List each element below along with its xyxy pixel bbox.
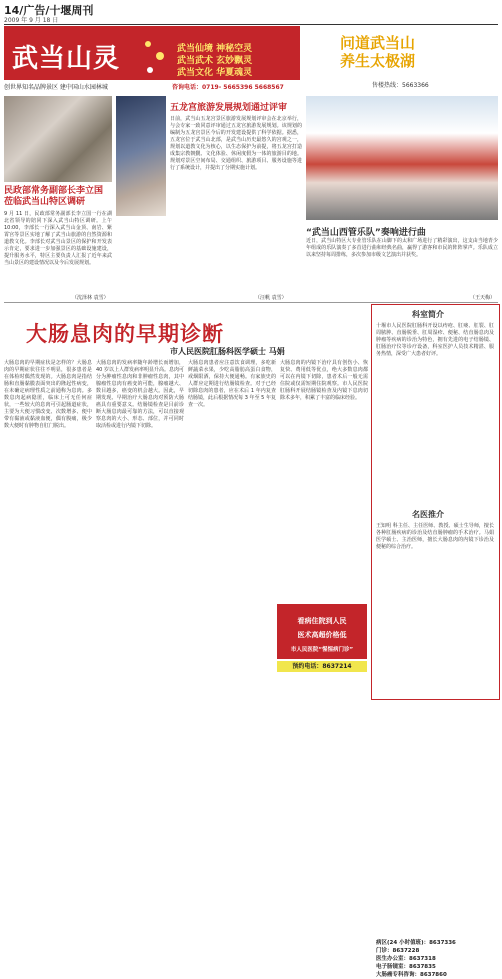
article-1-body: 9 月 11 日，民政部常务副部长李立国一行在湖北省领导的陪同下深入武当山特区调研。上午 10:00，李部长一行深入武当山金顶、南岩、紫霄宫等景区实地了解了武当山旅游的自然资源和道教文化。李部长对武当山景区的保护和开发表示肯定，要求进一步加强景区的基础设施建设，提升服务水平，特区主要负责人汇报了近年来武当山景区的建设情况以及今后发展规划。 (4, 211, 112, 266)
contact-endoscopy: 电子肠镜室：8637835 (376, 964, 436, 970)
feature-column-2: 大肠息肉的发病率随年龄增长而增加，40 岁以上人群发病率明显升高。息肉可分为肿瘤性息肉和非肿瘤性息肉，其中腺瘤性息肉有癌变的可能，腺瘤越大、数目越多，癌变的机会越大。因此，早期发现、早期治疗大肠息肉对预防大肠癌具有重要意义。结肠镜检查是目前诊断大肠息肉最可靠的方法，可以直接观察息肉的大小、形态、部位，并可同时取活检或进行内镜下切除。 (96, 360, 184, 429)
hospital-ad (277, 604, 367, 659)
banner-tagline: 创世界知名品牌景区 建中国山水园林城 (4, 84, 108, 91)
ad-line-3: 市人民医院“惺惺病门诊” (290, 647, 354, 653)
article-1-headline: 民政部常务副部长李立国 莅临武当山特区调研 (4, 186, 104, 207)
ad-line-1: 看病住院到人民 (297, 617, 347, 625)
article-3-headline: “武当山西管乐队”奏响进行曲 (306, 228, 426, 238)
article-2-body: 日前，武当山五龙宫景区旅游发展规划评审会在北京举行，与会专家一致同意评审通过五龙宫旅游发展规划。该规划的编制为五龙宫景区今后的开发建设提供了科学依据。据悉，五龙宫位于武当山北部，是武当山历史最悠久的宫观之一，规划以道教文化为核心，以生态保护为前提，将五龙宫打造成集宗教朝觐、文化体验、休闲度假为一体的旅游目的地。规划对景区空间布局、交通组织、旅游项目、服务设施等进行了系统设计，并提出了分期实施计划。 (170, 116, 302, 171)
sidebar-body-1: 十堰市人民医院肛肠科开设以痔疮、肛瘘、肛裂、肛周脓肿、直肠脱垂、肛周湿疹、便秘、结直肠息肉及肿瘤等疾病的诊治为特色，拥有先进的电子结肠镜、肛肠治疗仪等诊疗设备，科室医护人员技术精湛、服务热情，深受广大患者好评。 (376, 323, 494, 357)
ad-line-2: 医术高超价格低 (297, 631, 347, 639)
ad-phone: 预约电话：8637214 (277, 661, 367, 672)
feature-column-1: 大肠息肉的早期症状是怎样的？大肠息肉的早期症状往往不明显，很多患者是在体检时偶然发现的。大肠息肉是指结肠和直肠黏膜表面突出的隆起性病变，在未确定病理性质之前通称为息肉。多数息肉起病隐匿，临床上可无任何症状，一些较大的息肉可引起肠道症状，主要为大便习惯改变、次数增多、便中带有黏液或黏液血便，偶有腹痛，极少数大便时有肿物自肛门脱出。 (4, 360, 92, 429)
real-estate-title: 问道武当山 养生太极湖 (340, 34, 416, 70)
article-1-signature: （沈泽林 袁雪） (72, 295, 109, 301)
contact-ward: 病区(24 小时值班)：8637336 (376, 940, 456, 946)
contact-cancer: 大肠癌专科咨询：8637860 (376, 972, 447, 978)
article-3-body: 近日，武当山特区大专业管乐队在山脚下的太和广场进行了精彩演出，这支由当地青少年组成的乐队演奏了多首进行曲和经典名曲，赢得了游客和市民的阵阵掌声。乐队成立以来坚持每周排练，多次参加市级文艺演出并获奖。 (306, 238, 498, 258)
page-label: 14/广告/十堰周刊 (4, 4, 94, 17)
photo-officials-visit (4, 96, 112, 182)
article-3-signature: （王天梅） (470, 295, 496, 301)
feature-byline: 市人民医院肛肠科医学硕士 马娟 (170, 347, 285, 356)
sidebar-title-2: 名医推介 (412, 510, 444, 519)
feature-title: 大肠息肉的早期诊断 (26, 321, 224, 346)
feature-column-4: 大肠息肉的内镜下治疗具有创伤小、恢复快、费用低等优点，绝大多数息肉都可以在内镜下切除，患者术后一般无需住院或仅需短期住院观察。市人民医院肛肠科开展结肠镜检查及内镜下息肉切除术多年，积累了丰富的临床经验。 (280, 360, 368, 401)
contact-list (376, 939, 494, 979)
banner-slogans: 武当仙境 神秘空灵 武当武术 玄妙飘灵 武当文化 华夏魂灵 (177, 44, 253, 78)
sidebar-body-2: 王知明 科主任、主任医师、教授、硕士生导师，擅长各种肛肠疾病的诊治及结直肠肿瘤的手术治疗。马娟 医学硕士、主治医师，擅长大肠息肉的内镜下诊治及便秘的综合治疗。 (376, 523, 494, 550)
banner-phone: 咨询电话：0719- 5665396 5668567 (172, 84, 284, 91)
article-2-signature: （汪帆 袁雪） (255, 295, 287, 301)
department-sidebar (371, 304, 500, 978)
real-estate-phone: 售楼热线：5663366 (372, 82, 429, 89)
article-2-headline: 五龙宫旅游发展规划通过评审 (170, 103, 288, 113)
top-divider (4, 24, 498, 25)
sidebar-title-1: 科室简介 (412, 310, 444, 319)
contact-office: 医生办公室：8637318 (376, 956, 436, 962)
issue-date: 2009 年 9 月 18 日 (4, 17, 59, 24)
banner-footer (4, 80, 300, 93)
banner-dots-icon (140, 34, 170, 84)
feature-column-3: 大肠息肉患者应注意饮食调理，多吃新鲜蔬菜水果，少吃高脂肪高蛋白食物，戒烟限酒，保持大便通畅。有家族史的人群应定期进行结肠镜检查。对于已经切除息肉的患者，应在术后 1 年内复查结肠镜，此后根据情况每 3 年至 5 年复查一次。 (188, 360, 276, 408)
section-divider (4, 302, 498, 303)
photo-band-performance (306, 96, 498, 220)
contact-clinic: 门诊：8637228 (376, 948, 420, 954)
banner-logo: 武当山灵 (12, 44, 121, 74)
